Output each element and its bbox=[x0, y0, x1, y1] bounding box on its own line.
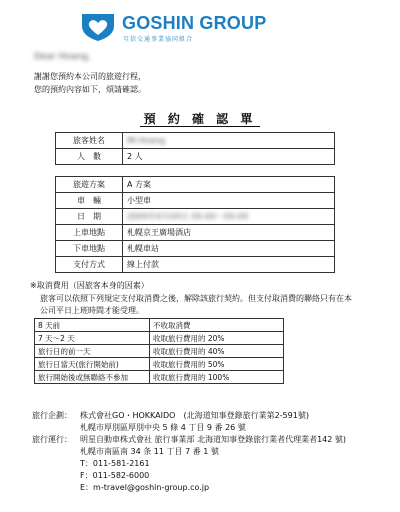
vehicle-label: 車 輛 bbox=[56, 193, 123, 209]
intro-line-2: 您的預約內容如下，煩請確認。 bbox=[34, 85, 146, 94]
operator-address: 札幌市南區南 34 条 11 丁目 7 番 1 號 bbox=[80, 447, 219, 456]
pickup-label: 上車地點 bbox=[56, 225, 123, 241]
party-size-label: 人 數 bbox=[56, 149, 123, 165]
table-row bbox=[56, 241, 335, 257]
customer-name-label: 旅客姓名 bbox=[56, 133, 123, 149]
customer-name-value: Mr.Hoang bbox=[123, 133, 335, 149]
operator-name: 明星自動車株式會社 旅行事業部 北海道知事登錄旅行業者代理業者142 號) bbox=[80, 435, 347, 444]
vehicle-value: 小型車 bbox=[123, 193, 335, 209]
planner-label: 旅行企劃： bbox=[32, 411, 72, 420]
table-row bbox=[56, 225, 335, 241]
operator-tel: T：011-581-2161 bbox=[80, 459, 150, 468]
table-row bbox=[35, 319, 284, 332]
plan-value: A 方案 bbox=[123, 177, 335, 193]
table-row bbox=[35, 371, 284, 384]
cancellation-text-line-2: 公司平日上班時間才能受理。 bbox=[40, 306, 144, 315]
payment-value: 線上付款 bbox=[123, 257, 335, 273]
intro-line-1: 謝謝您預約本公司的旅遊行程， bbox=[34, 72, 146, 81]
cancellation-text-line-1: 旅客可以依照下列規定支付取消費之後，解除該旅行契約。但支付取消費的聯絡只有在本 bbox=[40, 294, 352, 303]
fee-amount: 收取旅行費用的 100% bbox=[150, 371, 284, 384]
planner-name: 株式會社GO・HOKKAIDO (北海道知事登錄旅行業第2-591號) bbox=[80, 411, 309, 420]
operator-email[interactable]: E：m-travel@goshin-group.co.jp bbox=[80, 483, 210, 492]
fee-period: 7 天～2 天 bbox=[35, 332, 150, 345]
table-row bbox=[56, 177, 335, 193]
payment-label: 支付方式 bbox=[56, 257, 123, 273]
fee-period-header: 8 天前 bbox=[35, 319, 150, 332]
document-title bbox=[0, 110, 400, 127]
date-label: 日 期 bbox=[56, 209, 123, 225]
table-row bbox=[56, 209, 335, 225]
table-row bbox=[35, 358, 284, 371]
fee-period: 旅行日的前一天 bbox=[35, 345, 150, 358]
customer-table bbox=[55, 132, 335, 165]
party-size-value: 2 人 bbox=[123, 149, 335, 165]
dropoff-label: 下車地點 bbox=[56, 241, 123, 257]
fee-amount: 收取旅行費用的 20% bbox=[150, 332, 284, 345]
date-value: 20XX年X月XX日 XX:XX～XX:XX bbox=[123, 209, 335, 225]
booking-table bbox=[55, 176, 335, 273]
shield-heart-logo-icon bbox=[80, 12, 116, 42]
fee-amount: 收取旅行費用的 50% bbox=[150, 358, 284, 371]
operator-label: 旅行運行： bbox=[32, 435, 72, 444]
brand-subtitle: 互信交通事業協同組合 bbox=[123, 36, 194, 43]
fee-amount: 收取旅行費用的 40% bbox=[150, 345, 284, 358]
operator-fax: F：011-582-6000 bbox=[80, 471, 150, 480]
planner-address: 札幌市厚別區厚別中央 5 條 4 丁目 9 番 26 號 bbox=[80, 423, 246, 432]
table-row bbox=[56, 193, 335, 209]
table-row bbox=[56, 133, 335, 149]
fee-amount-header: 不收取消費 bbox=[150, 319, 284, 332]
table-row bbox=[56, 149, 335, 165]
cancellation-heading: ※取消費用（因旅客本身的因素） bbox=[30, 281, 149, 290]
plan-label: 旅遊方案 bbox=[56, 177, 123, 193]
table-row bbox=[56, 257, 335, 273]
fee-period: 旅行開始後或無聯絡不參加 bbox=[35, 371, 150, 384]
brand-name: GOSHIN GROUP bbox=[122, 13, 267, 33]
greeting: Dear Hoang, bbox=[34, 52, 91, 62]
pickup-value: 札幌京王廣場酒店 bbox=[123, 225, 335, 241]
cancellation-fee-table bbox=[34, 318, 284, 384]
dropoff-value: 札幌車站 bbox=[123, 241, 335, 257]
table-row bbox=[35, 332, 284, 345]
document-title-text: 預 約 確 認 單 bbox=[140, 112, 261, 127]
table-row bbox=[35, 345, 284, 358]
fee-period: 旅行日當天(旅行開始前) bbox=[35, 358, 150, 371]
